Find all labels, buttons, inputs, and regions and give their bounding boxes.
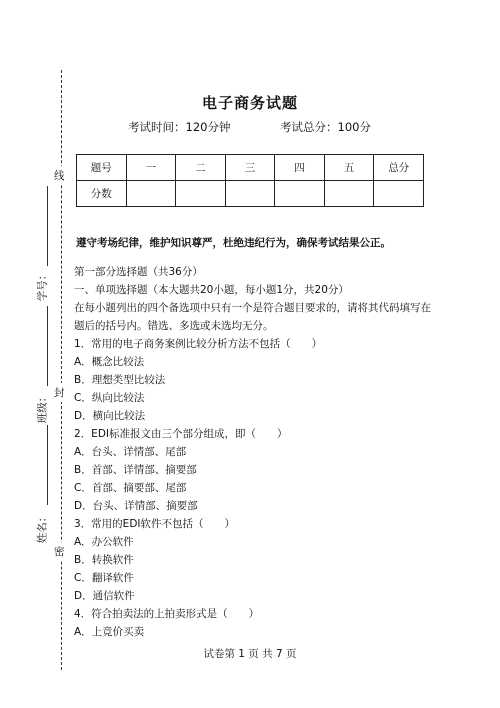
student-no-line xyxy=(47,186,48,266)
page-footer: 试卷第 1 页 共 7 页 xyxy=(203,648,297,660)
score-table-header-cell: 总分 xyxy=(374,155,424,181)
question-option: A．办公软件 xyxy=(74,536,134,548)
binding-mark-xian: 线 xyxy=(54,166,65,185)
score-cell xyxy=(374,181,424,207)
score-table-header-cell: 二 xyxy=(176,155,226,181)
score-table xyxy=(76,154,424,207)
question-option: A．台头、详情部、尾部 xyxy=(74,446,187,458)
score-table-header-cell: 四 xyxy=(275,155,325,181)
question-option: B．转换软件 xyxy=(74,554,134,566)
question-section xyxy=(74,263,434,641)
score-cell xyxy=(324,181,374,207)
exam-title: 电子商务试题 xyxy=(201,94,298,112)
question-stem: 4．符合拍卖法的上拍卖形式是（ ） xyxy=(74,608,260,620)
question-option: C．纵向比较法 xyxy=(74,392,145,404)
score-table-row-label: 分数 xyxy=(77,181,127,207)
question-stem: 2．EDI标准报文由三个部分组成，即（ ） xyxy=(74,428,288,440)
question-option: C．翻译软件 xyxy=(74,572,134,584)
score-cell xyxy=(275,181,325,207)
question-option: D．通信软件 xyxy=(74,590,135,602)
class-line xyxy=(47,306,48,386)
binding-mark-mi: 密 xyxy=(54,542,65,561)
question-stem: 1．常用的电子商务案例比较分析方法不包括（ ） xyxy=(74,338,323,350)
exam-notice: 遵守考场纪律，维护知识尊严，杜绝违纪行为，确保考试结果公正。 xyxy=(76,237,391,249)
exam-total-score: 考试总分：100分 xyxy=(280,120,371,134)
section-subheading: 一、单项选择题（本大题共20小题，每小题1分，共20分） xyxy=(74,284,349,296)
score-table-score-row xyxy=(77,181,424,207)
section-heading: 第一部分选择题（共36分） xyxy=(74,266,203,278)
section-instruction: 题后的括号内。错选、多选或未选均无分。 xyxy=(74,320,274,332)
question-option: A．上竞价买卖 xyxy=(74,626,145,638)
score-table-header-cell: 三 xyxy=(225,155,275,181)
question-option: B．理想类型比较法 xyxy=(74,374,166,386)
question-option: D．台头、详情部、摘要部 xyxy=(74,500,198,512)
score-cell xyxy=(126,181,176,207)
score-table-header-row xyxy=(77,155,424,181)
binding-mark-feng: 封 xyxy=(54,383,65,402)
name-label: 姓名： xyxy=(36,511,49,544)
score-cell xyxy=(176,181,226,207)
class-label: 班级： xyxy=(36,391,49,424)
question-stem: 3．常用的EDI软件不包括（ ） xyxy=(74,518,235,530)
name-line xyxy=(47,425,48,505)
exam-time: 考试时间：120分钟 xyxy=(128,120,231,134)
score-table-header-cell: 五 xyxy=(324,155,374,181)
question-option: D．横向比较法 xyxy=(74,410,146,422)
binding-dashed-line xyxy=(61,70,62,670)
score-cell xyxy=(225,181,275,207)
student-no-label: 学号： xyxy=(36,269,49,302)
question-option: A．概念比较法 xyxy=(74,356,145,368)
score-table-header-cell: 一 xyxy=(126,155,176,181)
score-table-header-cell: 题号 xyxy=(77,155,127,181)
question-option: B．首部、详情部、摘要部 xyxy=(74,464,197,476)
section-instruction: 在每小题列出的四个备选项中只有一个是符合题目要求的，请将其代码填写在 xyxy=(74,302,431,314)
question-option: C．首部、摘要部、尾部 xyxy=(74,482,187,494)
